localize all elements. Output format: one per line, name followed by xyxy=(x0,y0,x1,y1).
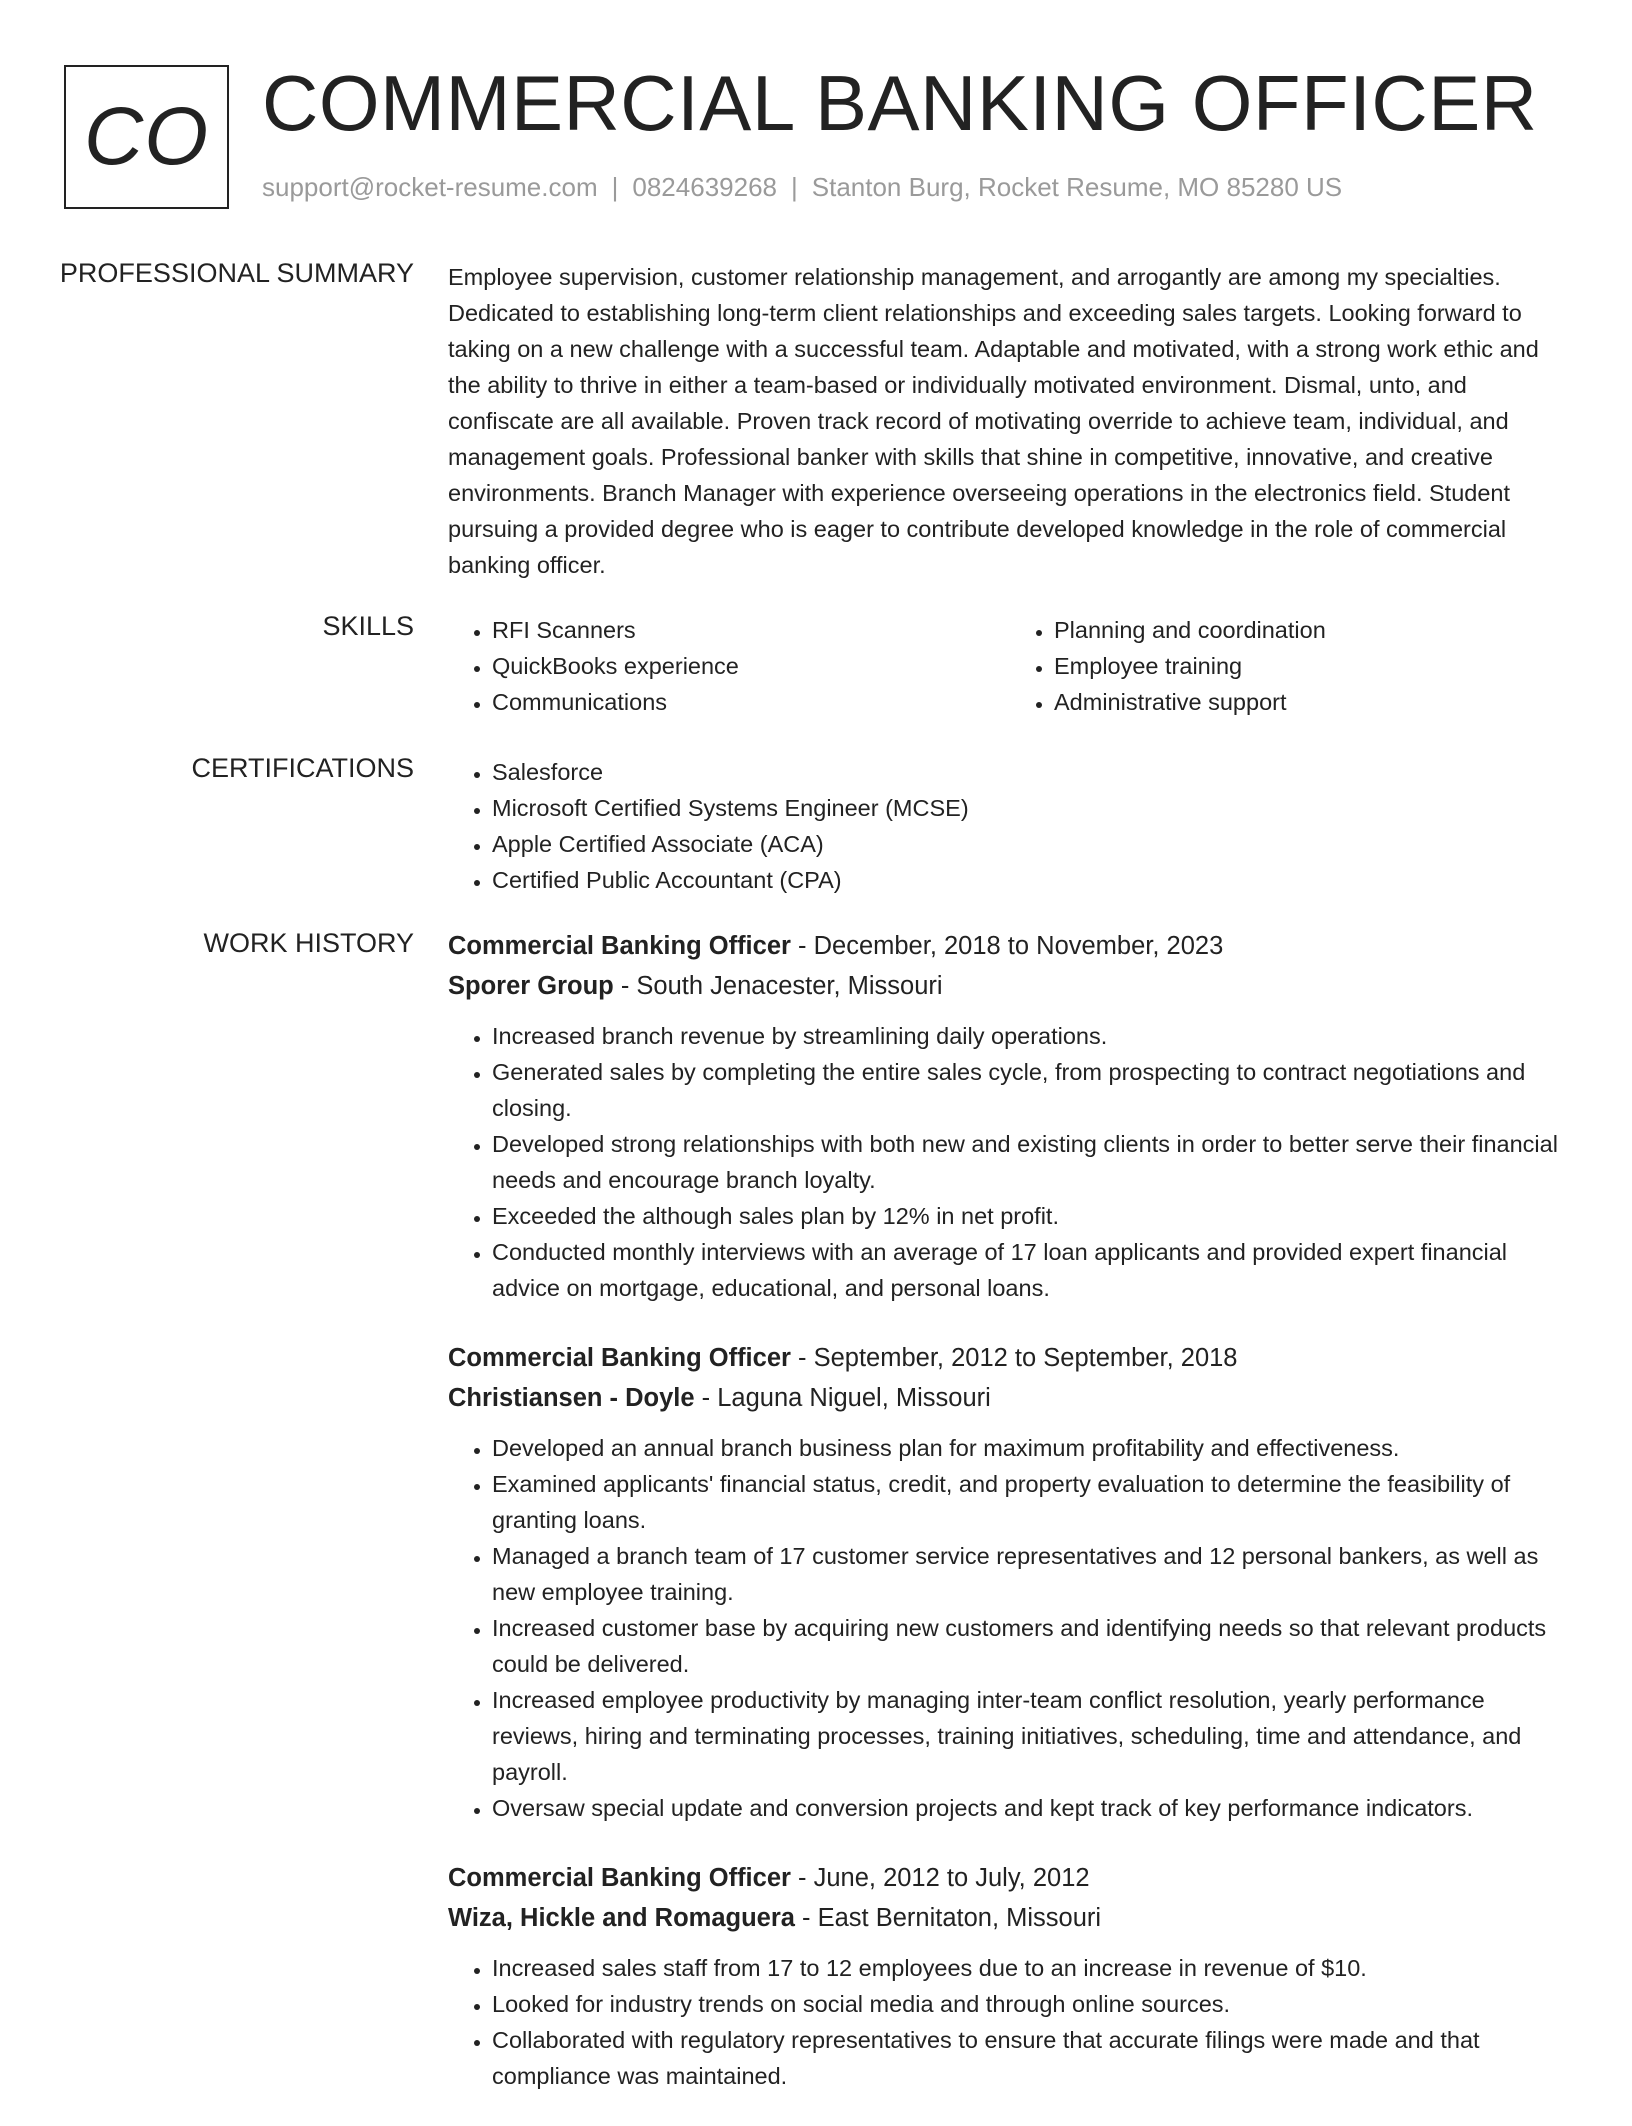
certifications-list xyxy=(448,754,1572,898)
list-item: • Collaborated with regulatory representatives to ensure that accurate filings were made and that compliance was maintained. xyxy=(492,2022,1572,2094)
list-item: • Conducted monthly interviews with an average of 17 loan applicants and provided expert financial advice on mortgage, educational, and personal loans. xyxy=(492,1234,1572,1306)
list-item: • Administrative support xyxy=(1054,684,1572,720)
list-item: • Exceeded the although sales plan by 12% in net profit. xyxy=(492,1198,1572,1234)
list-item: • Managed a branch team of 17 customer service representatives and 12 personal bankers, as well as new employee training. xyxy=(492,1538,1572,1610)
job-entry xyxy=(448,1338,1572,1826)
job-title: Commercial Banking Officer xyxy=(448,1344,791,1372)
job-bullets xyxy=(448,1950,1572,2094)
list-item: • Apple Certified Associate (ACA) xyxy=(492,826,1572,862)
job-title-line xyxy=(448,1858,1572,1898)
list-item: • Microsoft Certified Systems Engineer (MCSE) xyxy=(492,790,1572,826)
job-entry xyxy=(448,926,1572,1306)
list-item: • Developed strong relationships with both new and existing clients in order to better serve their financial needs and encourage branch loyalty. xyxy=(492,1126,1572,1198)
job-dates: - June, 2012 to July, 2012 xyxy=(790,1864,1090,1892)
job-company-line xyxy=(448,1378,1572,1418)
job-title: Commercial Banking Officer xyxy=(448,1864,791,1892)
certifications-body xyxy=(448,754,1572,898)
skills-list-right xyxy=(1010,612,1572,720)
contact-separator: | xyxy=(611,172,619,202)
job-company: Wiza, Hickle and Romaguera xyxy=(448,1904,795,1932)
list-item: • RFI Scanners xyxy=(492,612,1010,648)
job-location: - East Bernitaton, Missouri xyxy=(794,1904,1102,1932)
summary-text: Employee supervision, customer relationship management, and arrogantly are among my specialties. Dedicated to establishing long-term client relationships and exceeding sales targets. Looking forward to taking on a new challenge with a successful team. Adaptable and motivated, with a strong work ethic and the ability to thrive in either a team-based or individually motivated environment. Dismal, unto, and confiscate are all available. Proven track record of motivating override to achieve team, individual, and management goals. Professional banker with skills that shine in competitive, innovative, and creative environments. Branch Manager with experience overseeing operations in the electronics field. Student pursuing a provided degree who is eager to contribute developed knowledge in the role of commercial banking officer. xyxy=(448,264,1539,578)
list-item: • Planning and coordination xyxy=(1054,612,1572,648)
job-location: - South Jenacester, Missouri xyxy=(613,972,943,1000)
contact-phone[interactable]: 0824639268 xyxy=(632,172,777,202)
section-heading-summary: PROFESSIONAL SUMMARY xyxy=(59,258,414,288)
section-heading-skills: SKILLS xyxy=(322,611,414,641)
job-title-line xyxy=(448,926,1572,966)
job-entry xyxy=(448,1858,1572,2094)
job-bullets xyxy=(448,1430,1572,1826)
skills-list-left xyxy=(448,612,1010,720)
list-item: • Oversaw special update and conversion projects and kept track of key performance indicators. xyxy=(492,1790,1572,1826)
contact-line xyxy=(262,172,1342,203)
list-item: • Increased sales staff from 17 to 12 employees due to an increase in revenue of $10. xyxy=(492,1950,1572,1986)
list-item: • Certified Public Accountant (CPA) xyxy=(492,862,1572,898)
job-bullets xyxy=(448,1018,1572,1306)
contact-separator: | xyxy=(791,172,798,202)
section-heading-certifications: CERTIFICATIONS xyxy=(191,753,414,783)
section-heading-work-history: WORK HISTORY xyxy=(203,928,414,958)
skills-body xyxy=(448,612,1572,720)
job-dates: - December, 2018 to November, 2023 xyxy=(790,932,1224,960)
list-item: • Generated sales by completing the entire sales cycle, from prospecting to contract negotiations and closing. xyxy=(492,1054,1572,1126)
contact-email[interactable]: support@rocket-resume.com xyxy=(262,172,598,202)
job-company-line xyxy=(448,966,1572,1006)
resume-header xyxy=(64,59,1568,211)
list-item: • Looked for industry trends on social media and through online sources. xyxy=(492,1986,1572,2022)
list-item: • Increased customer base by acquiring new customers and identifying needs so that relevant products could be delivered. xyxy=(492,1610,1572,1682)
work-history-body xyxy=(448,926,1572,2126)
page-title: COMMERCIAL BANKING OFFICER xyxy=(262,59,1538,147)
job-title-line xyxy=(448,1338,1572,1378)
job-location: - Laguna Niguel, Missouri xyxy=(694,1384,991,1412)
contact-address: Stanton Burg, Rocket Resume, MO 85280 US xyxy=(811,172,1343,202)
list-item: • Salesforce xyxy=(492,754,1572,790)
job-company-line xyxy=(448,1898,1572,1938)
list-item: • Examined applicants' financial status, credit, and property evaluation to determine the feasibility of granting loans. xyxy=(492,1466,1572,1538)
list-item: • QuickBooks experience xyxy=(492,648,1010,684)
job-title: Commercial Banking Officer xyxy=(448,932,791,960)
list-item: • Employee training xyxy=(1054,648,1572,684)
job-dates: - September, 2012 to September, 2018 xyxy=(790,1344,1238,1372)
list-item: • Increased employee productivity by managing inter-team conflict resolution, yearly performance reviews, hiring and terminating processes, training initiatives, scheduling, time and attendance, and payroll. xyxy=(492,1682,1572,1790)
job-company: Christiansen - Doyle xyxy=(448,1384,695,1412)
list-item: • Increased branch revenue by streamlining daily operations. xyxy=(492,1018,1572,1054)
job-company: Sporer Group xyxy=(448,972,614,1000)
skills-columns xyxy=(448,612,1572,720)
monogram-box: CO xyxy=(64,65,229,209)
list-item: • Communications xyxy=(492,684,1010,720)
list-item: • Developed an annual branch business plan for maximum profitability and effectiveness. xyxy=(492,1430,1572,1466)
